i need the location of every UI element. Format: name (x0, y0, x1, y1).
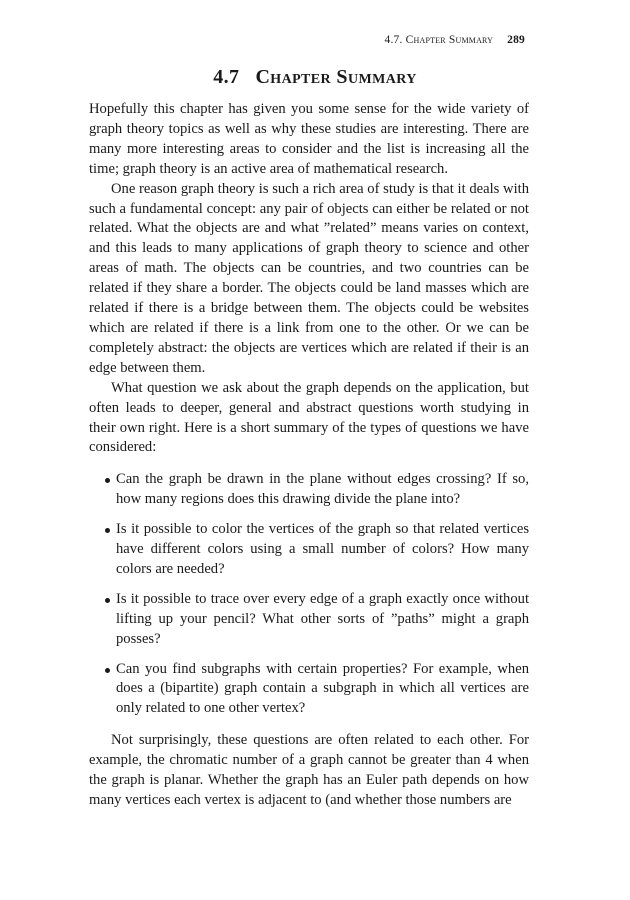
bullet-icon (105, 478, 110, 483)
paragraph-intro: Hopefully this chapter has given you some sense for the wide variety of graph theory topics as well as why these studies are interesting. There are many more interesting areas to consider and the list is increasing all the time; graph theory is an active area of mathematical research. (89, 101, 529, 177)
list-item-text: Is it possible to color the vertices of the graph so that related vertices have different colors using a small number of colors? How many colors are needed? (116, 521, 529, 577)
bullet-icon (105, 668, 110, 673)
list-item (89, 590, 529, 650)
running-header (385, 34, 526, 46)
section-title: Chapter Summary (255, 66, 417, 88)
list-item (89, 470, 529, 510)
paragraph-closing: Not surprisingly, these questions are often related to each other. For example, the chromatic number of a graph cannot be greater than 4 when the graph is planar. Whether the graph has an Euler path depends on how many vertices each vertex is adjacent to (and whether those numbers are (89, 732, 529, 808)
page-number: 289 (507, 34, 525, 46)
question-list (89, 470, 529, 719)
bullet-icon (105, 598, 110, 603)
list-item-text: Is it possible to trace over every edge of a graph exactly once without lifting up your pencil? What other sorts of ”paths” might a graph posses? (116, 590, 529, 647)
paragraph-concept: One reason graph theory is such a rich area of study is that it deals with such a fundamental concept: any pair of objects can either be related or not related. What the objects are and what ”related” means varies on context, and this leads to many applications of graph theory to science and other areas of math. The objects can be countries, and two countries can be related if they share a border. The objects could be land masses which are related if there is a bridge between them. The objects could be websites which are related if there is a link from one to the other. Or we can be completely abstract: the objects are vertices which are related if their is an edge between them. (89, 180, 529, 376)
running-header-section: 4.7. Chapter Summary (384, 34, 494, 46)
bullet-icon (105, 528, 110, 533)
list-item-text: Can you find subgraphs with certain properties? For example, when does a (bipartite) graph contain a subgraph in which all vertices are only related to one other vertex? (116, 660, 529, 717)
section-number: 4.7 (213, 66, 240, 88)
paragraph-questions: What question we ask about the graph depends on the application, but often leads to deeper, general and abstract questions worth studying in their own right. Here is a short summary of the types of questions we have considered: (89, 379, 529, 456)
section-heading (0, 66, 630, 89)
list-item (89, 520, 529, 580)
list-item (89, 660, 529, 720)
body-text (89, 100, 529, 811)
list-item-text: Can the graph be drawn in the plane without edges crossing? If so, how many regions does this drawing divide the plane into? (116, 471, 529, 508)
